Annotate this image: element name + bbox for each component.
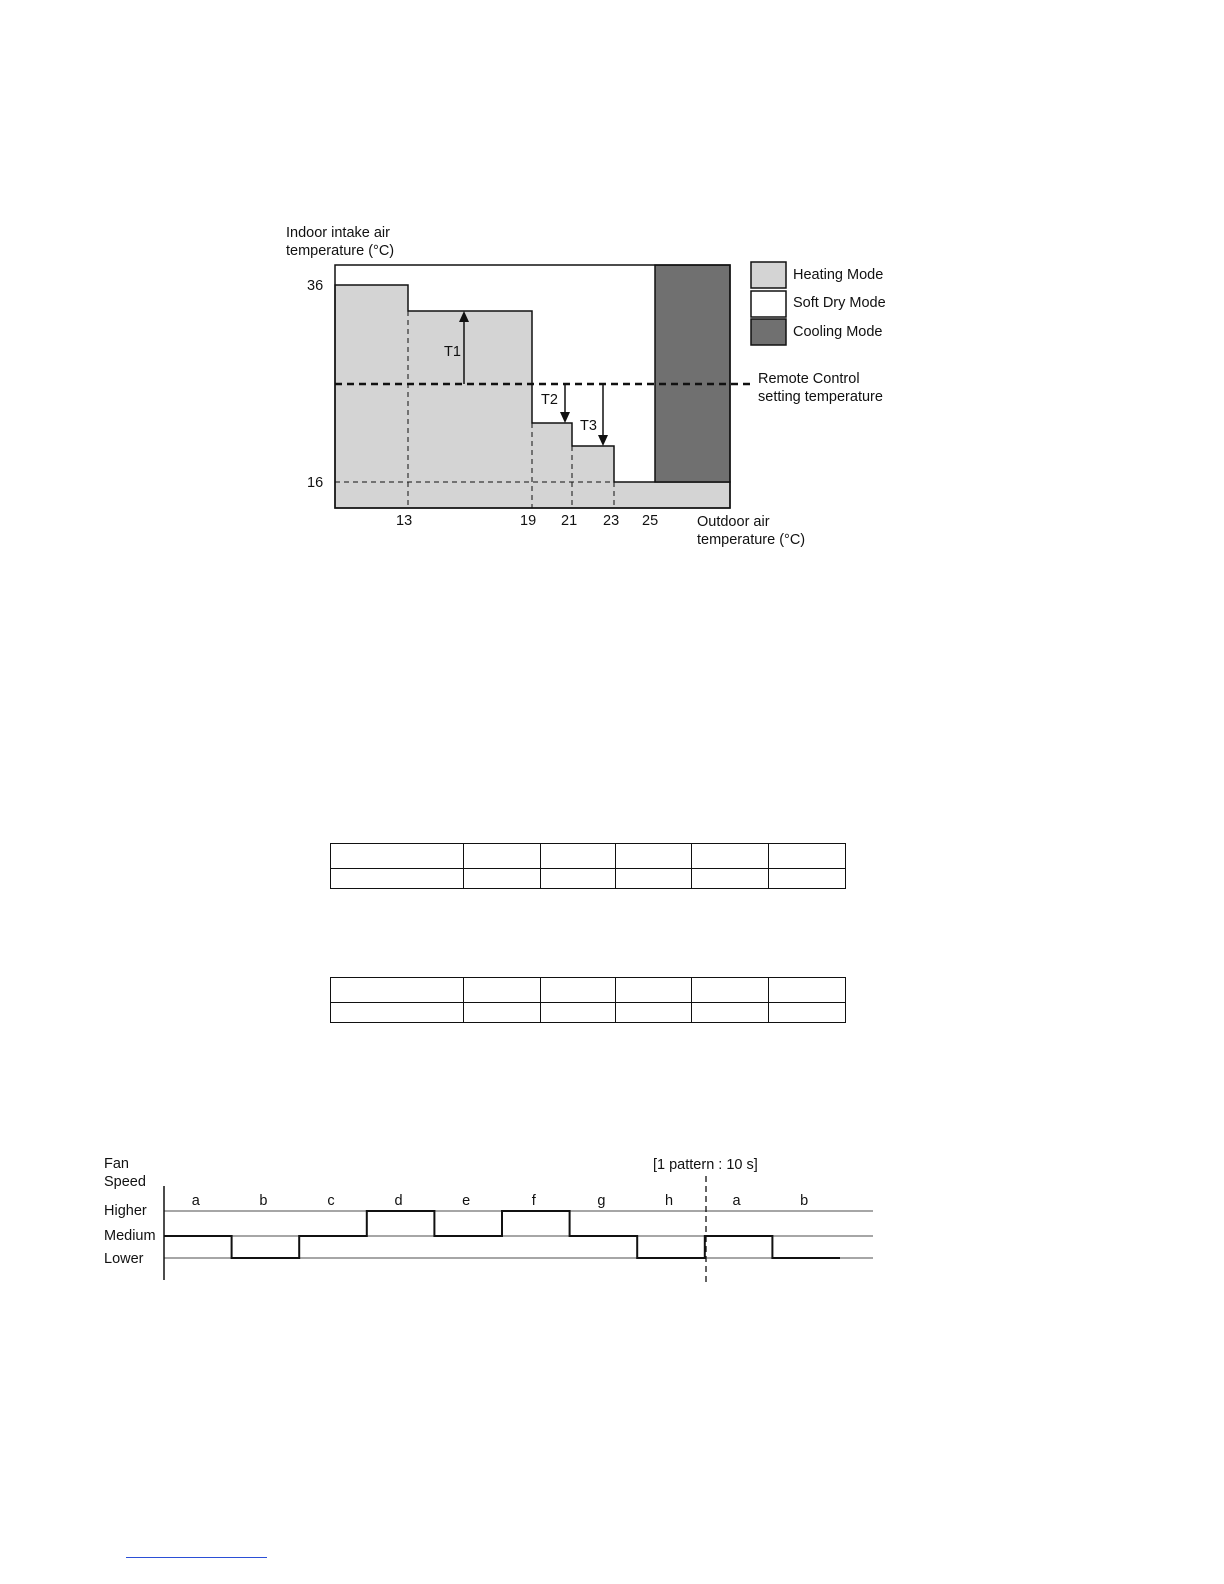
table-row bbox=[331, 844, 846, 869]
table-cell bbox=[769, 1003, 846, 1023]
table-cell bbox=[331, 978, 464, 1003]
x-tick-21: 21 bbox=[561, 513, 578, 529]
fan-speed-step-line bbox=[164, 1211, 840, 1258]
table-2 bbox=[330, 977, 846, 1023]
t2-arrow-icon bbox=[560, 412, 570, 423]
table-cell bbox=[540, 844, 616, 869]
segment-label-c: c bbox=[327, 1193, 335, 1209]
table-cell bbox=[769, 978, 846, 1003]
table-cell bbox=[463, 869, 540, 889]
setting-line-label-line2: setting temperature bbox=[758, 389, 883, 405]
y-tick-16: 16 bbox=[307, 475, 324, 491]
level-label-higher: Higher bbox=[104, 1203, 147, 1219]
table-cell bbox=[769, 869, 846, 889]
fan-title-line1: Fan bbox=[104, 1156, 129, 1172]
table-cell bbox=[616, 1003, 692, 1023]
legend-label-softdry: Soft Dry Mode bbox=[793, 295, 886, 311]
table-1 bbox=[330, 843, 846, 889]
table-cell bbox=[463, 844, 540, 869]
y-axis-label-line2: temperature (°C) bbox=[286, 243, 395, 259]
legend-label-cooling: Cooling Mode bbox=[793, 324, 883, 340]
table-cell bbox=[540, 869, 616, 889]
segment-label-d: d bbox=[394, 1193, 403, 1209]
y-axis-label-line1: Indoor intake air bbox=[286, 225, 390, 241]
table-cell bbox=[692, 844, 769, 869]
table-cell bbox=[331, 844, 464, 869]
table-cell bbox=[540, 978, 616, 1003]
table-cell bbox=[616, 978, 692, 1003]
t3-arrow-icon bbox=[598, 435, 608, 446]
level-label-lower: Lower bbox=[104, 1251, 144, 1267]
segment-label-g: g bbox=[597, 1193, 606, 1209]
table-cell bbox=[692, 1003, 769, 1023]
table-row bbox=[331, 1003, 846, 1023]
table-cell bbox=[769, 844, 846, 869]
cooling-mode-area bbox=[655, 265, 730, 482]
x-tick-19: 19 bbox=[520, 513, 537, 529]
level-label-medium: Medium bbox=[104, 1228, 156, 1244]
table-cell bbox=[463, 978, 540, 1003]
legend-swatch-cooling bbox=[751, 319, 786, 345]
step-label-t3: T3 bbox=[580, 418, 597, 434]
table-cell bbox=[463, 1003, 540, 1023]
table-row bbox=[331, 978, 846, 1003]
y-tick-36: 36 bbox=[307, 278, 324, 294]
table-row bbox=[331, 869, 846, 889]
table-cell bbox=[540, 1003, 616, 1023]
table-cell bbox=[331, 869, 464, 889]
fan-speed-plot bbox=[0, 1140, 1224, 1300]
segment-label-a: a bbox=[732, 1193, 741, 1209]
segment-label-h: h bbox=[664, 1193, 674, 1209]
footer-link-underline bbox=[126, 1557, 267, 1558]
table-cell bbox=[616, 869, 692, 889]
table-cell bbox=[692, 869, 769, 889]
step-label-t1: T1 bbox=[444, 344, 461, 360]
segment-label-f: f bbox=[531, 1193, 536, 1209]
x-axis-label-line1: Outdoor air bbox=[697, 514, 770, 530]
segment-label-a: a bbox=[191, 1193, 200, 1209]
legend-swatch-softdry bbox=[751, 291, 786, 317]
legend-swatch-heating bbox=[751, 262, 786, 288]
segment-label-e: e bbox=[462, 1193, 471, 1209]
segment-label-b: b bbox=[800, 1193, 809, 1209]
segment-label-b: b bbox=[259, 1193, 268, 1209]
table-cell bbox=[692, 978, 769, 1003]
x-tick-13: 13 bbox=[396, 513, 413, 529]
x-tick-25: 25 bbox=[642, 513, 659, 529]
legend-label-heating: Heating Mode bbox=[793, 267, 884, 283]
pattern-note: [1 pattern : 10 s] bbox=[653, 1157, 758, 1173]
fan-title-line2: Speed bbox=[104, 1174, 146, 1190]
step-label-t2: T2 bbox=[541, 392, 558, 408]
setting-line-label-line1: Remote Control bbox=[758, 371, 860, 387]
x-tick-23: 23 bbox=[603, 513, 620, 529]
x-axis-label-line2: temperature (°C) bbox=[697, 532, 806, 548]
table-cell bbox=[616, 844, 692, 869]
table-cell bbox=[331, 1003, 464, 1023]
mode-chart-plot bbox=[0, 0, 1224, 600]
